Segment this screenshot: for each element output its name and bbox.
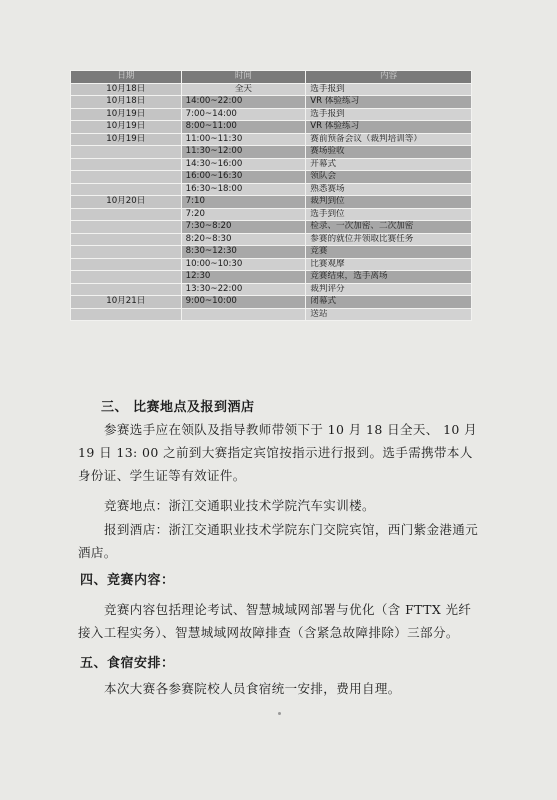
header-content: 内容: [306, 71, 472, 84]
content-cell: 开幕式: [306, 158, 472, 171]
table-row: [71, 171, 472, 184]
time-cell: 11:00~11:30: [181, 133, 306, 146]
date-cell: [71, 146, 182, 159]
table-row: [71, 121, 472, 134]
section-4-paragraph: 竞赛内容包括理论考试、智慧城域网部署与优化（含 FTTX 光纤接入工程实务）、智慧城域网故障排查（含紧急故障排除）三部分。: [78, 602, 472, 640]
content-cell: 熟悉赛场: [306, 183, 472, 196]
table-row: [71, 108, 472, 121]
table-row: [71, 233, 472, 246]
content-cell: 裁判评分: [306, 283, 472, 296]
section-4-heading: 四、竞赛内容：: [80, 573, 175, 588]
section-3-heading: 三、 比赛地点及报到酒店: [101, 400, 255, 415]
date-cell: [71, 171, 182, 184]
time-cell: 16:00~16:30: [181, 171, 306, 184]
time-cell: 12:30: [181, 271, 306, 284]
date-cell: [71, 208, 182, 221]
time-cell: 8:20~8:30: [181, 233, 306, 246]
table-row: [71, 221, 472, 234]
content-cell: VR 体验练习: [306, 96, 472, 109]
table-row: [71, 308, 472, 321]
date-cell: [71, 183, 182, 196]
content-cell: 选手报到: [306, 83, 472, 96]
time-cell: 7:30~8:20: [181, 221, 306, 234]
date-cell: [71, 271, 182, 284]
time-cell: 14:30~16:00: [181, 158, 306, 171]
content-cell: 竞赛结束，选手离场: [306, 271, 472, 284]
date-cell: 10月21日: [71, 296, 182, 309]
content-cell: 赛场验收: [306, 146, 472, 159]
time-cell: 14:00~22:00: [181, 96, 306, 109]
date-cell: [71, 258, 182, 271]
table-row: [71, 83, 472, 96]
section-3-paragraph-hotel: 报到酒店：浙江交通职业技术学院东门交院宾馆，西门紫金港通元酒店。: [78, 522, 479, 560]
table-row: [71, 271, 472, 284]
content-cell: 裁判到位: [306, 196, 472, 209]
date-cell: [71, 246, 182, 259]
date-cell: 10月19日: [71, 108, 182, 121]
table-row: [71, 246, 472, 259]
content-cell: 竞赛: [306, 246, 472, 259]
date-cell: 10月19日: [71, 121, 182, 134]
section-3-paragraph-registration: 参赛选手应在领队及指导教师带领下于 10 月 18 日全天、 10 月 19 日 13: 00 之前到大赛指定宾馆按指示进行报到。选手需携带本人身份证、学生证等有效证件。: [78, 422, 478, 483]
table-row: [71, 296, 472, 309]
date-cell: 10月20日: [71, 196, 182, 209]
table-row: [71, 146, 472, 159]
scan-speck: [278, 712, 281, 715]
header-time: 时间: [181, 71, 306, 84]
table-row: [71, 158, 472, 171]
date-cell: 10月18日: [71, 96, 182, 109]
table-row: [71, 183, 472, 196]
date-cell: [71, 221, 182, 234]
content-cell: 选手报到: [306, 108, 472, 121]
content-cell: 选手到位: [306, 208, 472, 221]
date-cell: [71, 308, 182, 321]
content-cell: 检录、一次加密、二次加密: [306, 221, 472, 234]
content-cell: 闭幕式: [306, 296, 472, 309]
schedule-table: [70, 70, 472, 321]
time-cell: 13:30~22:00: [181, 283, 306, 296]
content-cell: 送站: [306, 308, 472, 321]
table-row: [71, 196, 472, 209]
time-cell: 8:00~11:00: [181, 121, 306, 134]
table-row: [71, 258, 472, 271]
section-3-paragraph-venue: 竞赛地点：浙江交通职业技术学院汽车实训楼。: [104, 498, 375, 513]
time-cell: 11:30~12:00: [181, 146, 306, 159]
date-cell: [71, 158, 182, 171]
date-cell: 10月19日: [71, 133, 182, 146]
time-cell: 8:30~12:30: [181, 246, 306, 259]
time-cell: 16:30~18:00: [181, 183, 306, 196]
date-cell: [71, 283, 182, 296]
content-cell: VR 体验练习: [306, 121, 472, 134]
table-header-row: [71, 71, 472, 84]
time-cell: 7:20: [181, 208, 306, 221]
table-row: [71, 208, 472, 221]
time-cell: 7:00~14:00: [181, 108, 306, 121]
table-row: [71, 133, 472, 146]
time-cell: 7:10: [181, 196, 306, 209]
time-cell: [181, 308, 306, 321]
date-cell: [71, 233, 182, 246]
content-cell: 参赛的就位并领取比赛任务: [306, 233, 472, 246]
date-cell: 10月18日: [71, 83, 182, 96]
time-cell: 10:00~10:30: [181, 258, 306, 271]
table-row: [71, 96, 472, 109]
content-cell: 领队会: [306, 171, 472, 184]
section-5-paragraph: 本次大赛各参赛院校人员食宿统一安排，费用自理。: [104, 681, 401, 696]
time-cell: 9:00~10:00: [181, 296, 306, 309]
header-date: 日期: [71, 71, 182, 84]
time-cell: 全天: [181, 83, 306, 96]
table-row: [71, 283, 472, 296]
section-5-heading: 五、食宿安排：: [80, 656, 175, 671]
content-cell: 赛前预备会议（裁判培训等）: [306, 133, 472, 146]
content-cell: 比赛观摩: [306, 258, 472, 271]
